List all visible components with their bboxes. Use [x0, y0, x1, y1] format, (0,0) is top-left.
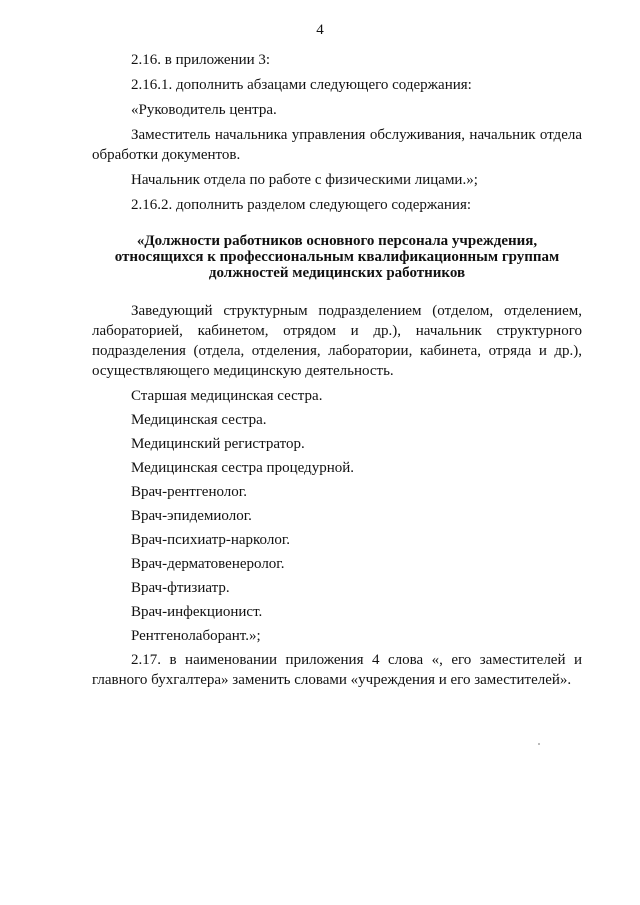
intro-line: 2.16.1. дополнить абзацами следующего содержания: — [131, 77, 472, 93]
position-item: Медицинская сестра процедурной. — [131, 460, 354, 476]
head-paragraph: Заведующий структурным подразделением (отделом, отделением, лабораторией, кабинетом, отрядом и др.), начальник структурного подразделения (отдела, отделения, лаборатории, кабинета, отряда и др.), осуществляющего медицинскую деятельность. — [92, 303, 582, 379]
heading-line: «Должности работников основного персонала учреждения, — [136, 233, 538, 249]
head-individuals-line: Начальник отдела по работе с физическими лицами.»; — [131, 172, 478, 188]
section-intro-line: 2.16.2. дополнить разделом следующего содержания: — [131, 197, 472, 213]
position-item: Врач-фтизиатр. — [131, 580, 230, 596]
position-item: Врач-рентгенолог. — [131, 484, 247, 500]
intro-line: «Руководитель центра. — [131, 102, 277, 118]
position-item: Старшая медицинская сестра. — [131, 388, 323, 404]
position-item: Врач-психиатр-нарколог. — [131, 532, 291, 548]
position-item: Врач-инфекционист. — [131, 604, 263, 620]
position-item: Врач-эпидемиолог. — [131, 508, 252, 524]
deputy-paragraph: Заместитель начальника управления обслуживания, начальник отдела обработки документов. — [92, 127, 582, 163]
position-item: Медицинская сестра. — [131, 412, 267, 428]
position-item: Врач-дерматовенеролог. — [131, 556, 285, 572]
heading-line: должностей медицинских работников — [208, 265, 466, 281]
heading-line: относящихся к профессиональным квалификационным группам — [114, 249, 560, 265]
document-body — [92, 50, 582, 690]
position-item: Рентгенолаборант.»; — [131, 628, 261, 644]
position-item: Медицинский регистратор. — [131, 436, 305, 452]
intro-line: 2.16. в приложении 3: — [131, 52, 271, 68]
scan-speck — [538, 743, 540, 745]
item-217-paragraph: 2.17. в наименовании приложения 4 слова «, его заместителей и главного бухгалтера» заменить словами «учреждения и его заместителей». — [92, 652, 582, 688]
section-heading — [92, 233, 582, 281]
page-number: 4 — [316, 22, 324, 38]
positions-list — [92, 386, 582, 646]
